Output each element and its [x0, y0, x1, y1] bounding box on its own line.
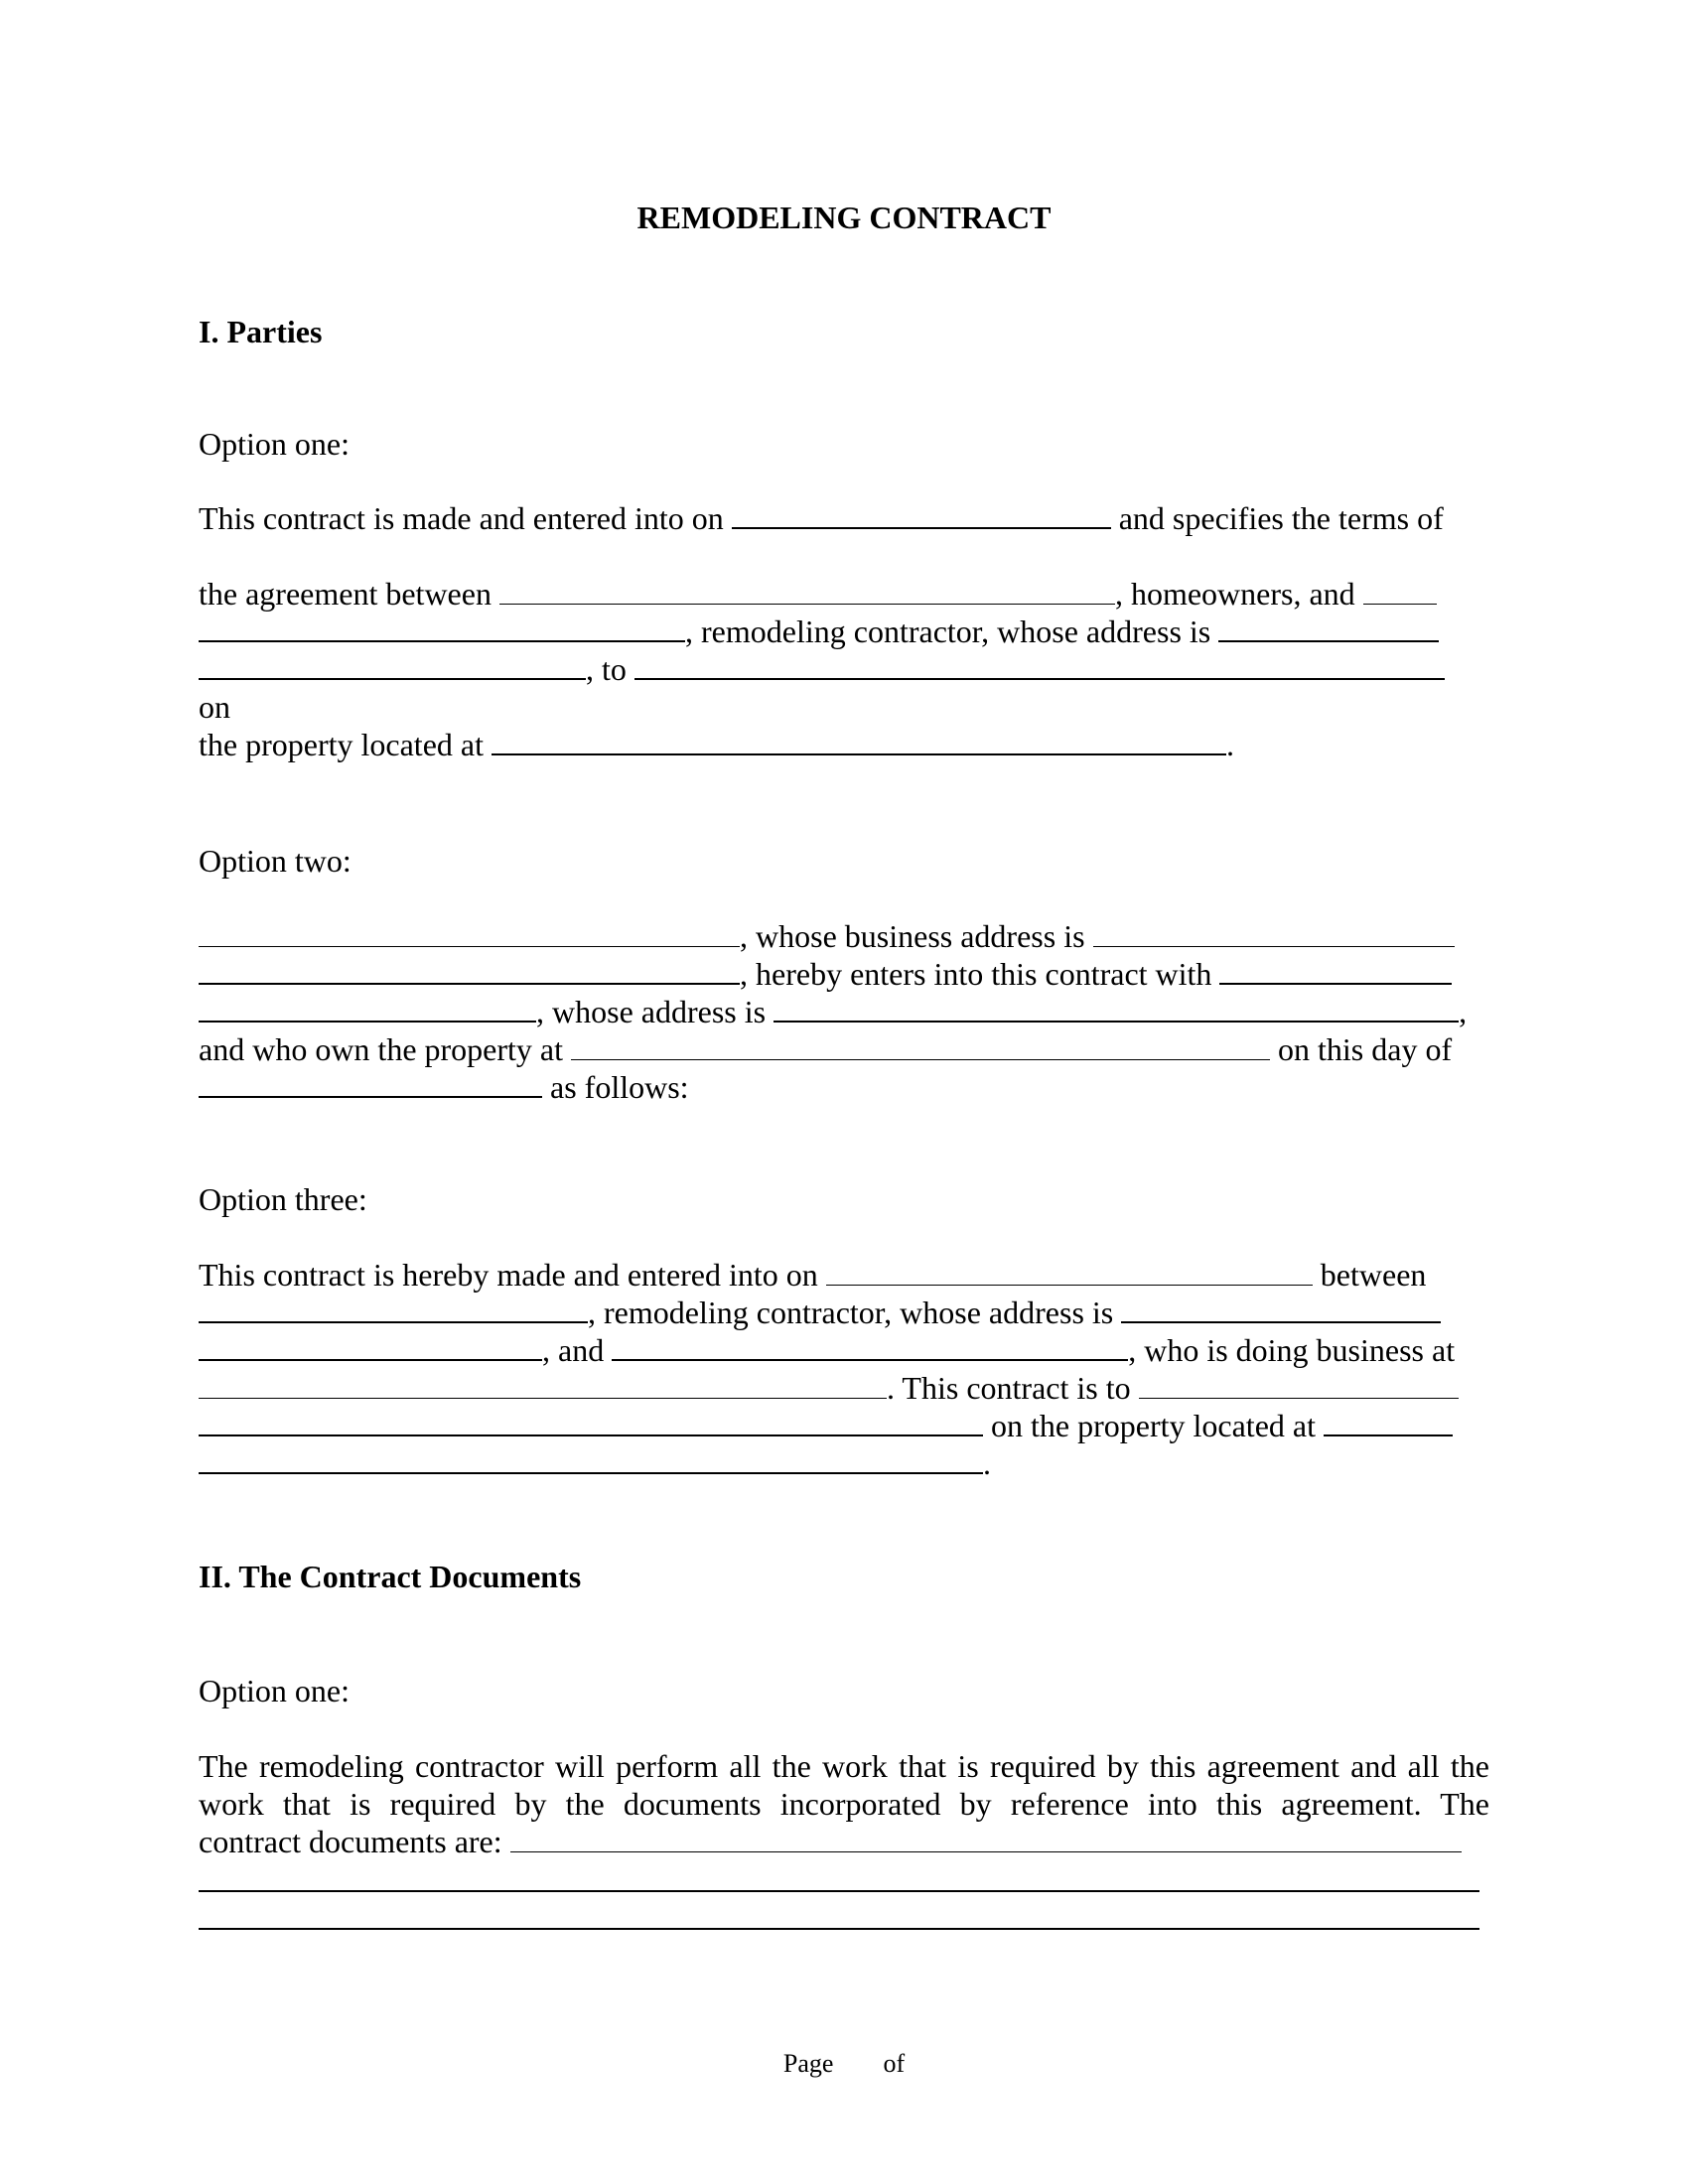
contract-documents-line-3[interactable]: [199, 1928, 1479, 1930]
text: the property located at: [199, 727, 484, 762]
text: .: [983, 1445, 991, 1481]
s1-o3-line-3: [199, 1331, 1489, 1369]
s1-o2-line-2: [199, 955, 1489, 993]
contractor-name-blank[interactable]: [1363, 578, 1437, 605]
contractor-address-blank[interactable]: [1121, 1296, 1441, 1323]
work-description-blank[interactable]: [634, 652, 1445, 680]
s1-o1-line-1: [199, 499, 1489, 537]
text: , and: [542, 1332, 605, 1368]
business-address-blank-cont[interactable]: [199, 957, 740, 985]
option-one-label-s2: Option one:: [199, 1673, 350, 1708]
homeowners-blank-cont[interactable]: [199, 995, 536, 1023]
contractor-name-blank[interactable]: [199, 1296, 588, 1323]
contract-documents-line-2[interactable]: [199, 1890, 1479, 1892]
text: contract documents are:: [199, 1824, 502, 1859]
text: This contract is made and entered into on: [199, 500, 724, 536]
homeowner-name-blank[interactable]: [612, 1333, 1128, 1361]
s1-o1-line-2: [199, 575, 1489, 613]
option-two-label: Option two:: [199, 843, 352, 879]
s1-o3-line-2: [199, 1294, 1489, 1331]
date-blank[interactable]: [199, 1070, 542, 1098]
s1-o2-line-5: [199, 1068, 1489, 1106]
homeowners-blank[interactable]: [499, 578, 1115, 605]
of-label: of: [883, 2049, 906, 2078]
date-blank[interactable]: [732, 501, 1111, 529]
s2-o1-para-line-2: work that is required by the documents incorporated by reference into this agreement. The: [199, 1786, 1489, 1822]
contractor-address-blank-cont[interactable]: [199, 652, 586, 680]
text: . This contract is to: [887, 1370, 1131, 1406]
text: the agreement between: [199, 576, 492, 612]
text: , remodeling contractor, whose address is: [685, 614, 1211, 649]
text: on the property located at: [991, 1408, 1316, 1443]
text: , whose business address is: [740, 918, 1085, 954]
text: , whose address is: [536, 994, 767, 1029]
option-one-label: Option one:: [199, 426, 350, 462]
s1-o3-line-6: [199, 1444, 1489, 1482]
work-description-blank-cont[interactable]: [199, 1409, 983, 1436]
text: on: [199, 689, 230, 725]
text: This contract is hereby made and entered into on: [199, 1257, 818, 1293]
s1-o1-line-4: [199, 650, 1489, 688]
work-description-blank[interactable]: [1139, 1372, 1459, 1399]
s2-o1-para-line-3: [199, 1823, 1489, 1860]
contractor-address-blank[interactable]: [1218, 614, 1439, 642]
text: between: [1320, 1257, 1427, 1293]
text: , to: [586, 651, 627, 687]
section-heading-contract-documents: II. The Contract Documents: [199, 1559, 582, 1594]
homeowners-blank[interactable]: [1219, 957, 1452, 985]
business-address-blank[interactable]: [199, 1372, 887, 1399]
text: , hereby enters into this contract with: [740, 956, 1212, 992]
property-address-blank-cont[interactable]: [199, 1446, 983, 1474]
date-blank[interactable]: [826, 1259, 1313, 1286]
text: .: [1225, 727, 1234, 762]
business-address-blank[interactable]: [1093, 920, 1455, 947]
section-heading-parties: I. Parties: [199, 314, 323, 349]
s1-o3-line-5: [199, 1407, 1489, 1444]
text: and specifies the terms of: [1118, 500, 1444, 536]
text: , who is doing business at: [1128, 1332, 1456, 1368]
text: , remodeling contractor, whose address is: [588, 1295, 1114, 1330]
page-footer: [0, 2048, 1688, 2080]
contractor-name-blank[interactable]: [199, 920, 740, 947]
property-address-blank[interactable]: [492, 728, 1226, 755]
option-three-label: Option three:: [199, 1181, 367, 1217]
homeowner-address-blank[interactable]: [774, 995, 1459, 1023]
property-address-blank[interactable]: [571, 1033, 1270, 1060]
page-label: Page: [782, 2049, 834, 2078]
contractor-name-blank-cont[interactable]: [199, 614, 685, 642]
text: ,: [1459, 994, 1468, 1029]
s1-o3-line-4: [199, 1369, 1489, 1407]
contractor-address-blank-cont[interactable]: [199, 1333, 542, 1361]
text: on this day of: [1278, 1031, 1453, 1067]
text: , homeowners, and: [1114, 576, 1355, 612]
document-title: REMODELING CONTRACT: [636, 200, 1052, 235]
s1-o1-line-5: [199, 688, 1489, 726]
s1-o1-line-3: [199, 613, 1489, 650]
property-address-blank[interactable]: [1324, 1409, 1453, 1436]
text: and who own the property at: [199, 1031, 564, 1067]
s1-o2-line-4: [199, 1030, 1489, 1068]
s2-o1-para-line-1: The remodeling contractor will perform all the work that is required by this agreement and all the: [199, 1748, 1489, 1784]
s1-o3-line-1: [199, 1256, 1489, 1294]
text: as follows:: [550, 1069, 689, 1105]
contract-documents-blank[interactable]: [510, 1826, 1462, 1852]
s1-o2-line-3: [199, 993, 1489, 1030]
s1-o2-line-1: [199, 917, 1489, 955]
s1-o1-line-6: [199, 726, 1489, 763]
